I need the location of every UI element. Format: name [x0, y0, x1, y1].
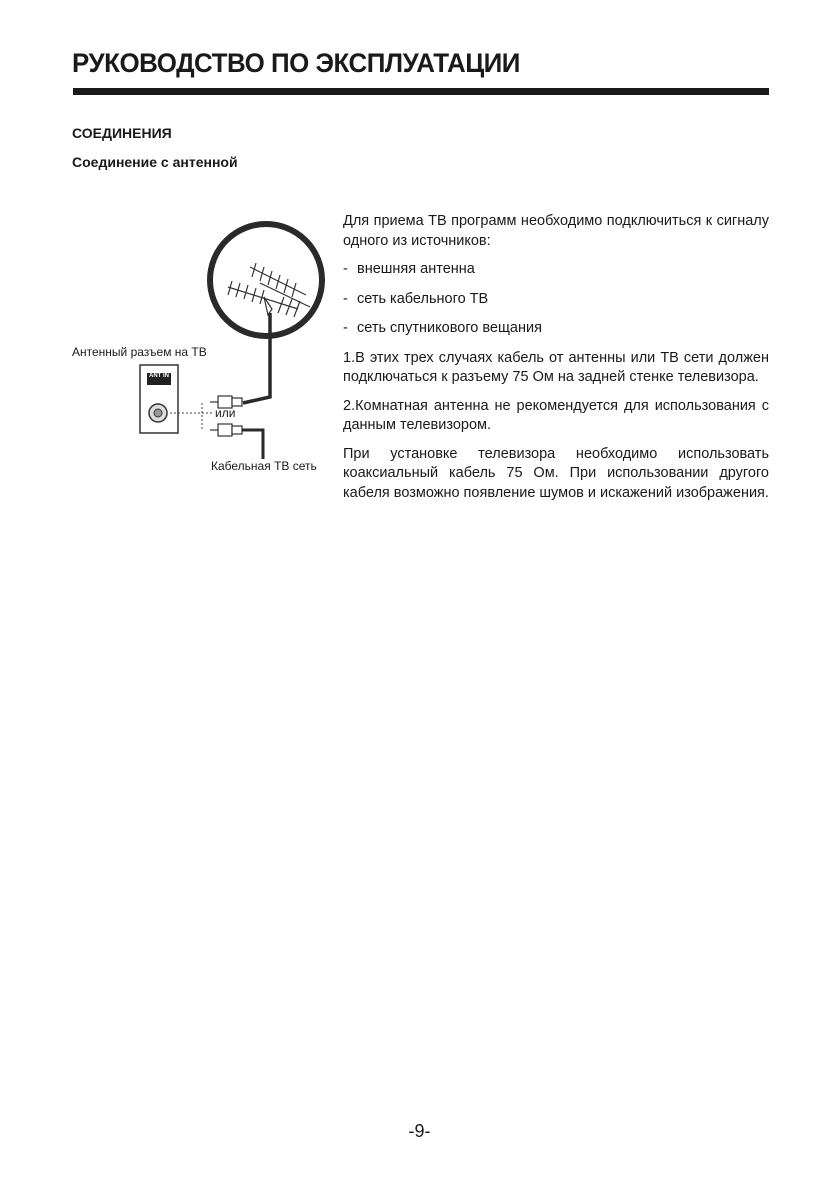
source-item: внешняя антенна — [357, 261, 475, 277]
note-3: При установке телевизора необходимо использовать коаксиальный кабель 75 Ом. При использовании другого кабеля возможно появление шумов и искажений изображения. — [343, 445, 769, 501]
body-text — [343, 212, 769, 512]
title-divider — [73, 88, 769, 95]
note-1: 1.В этих трех случаях кабель от антенны или ТВ сети должен подключаться к разъему 75 Ом на задней стенке телевизора. — [343, 349, 769, 385]
coax-plug-lower — [210, 424, 242, 436]
source-item: сеть спутникового вещания — [357, 320, 542, 336]
note-2: 2.Комнатная антенна не рекомендуется для использования с данным телевизором. — [343, 397, 769, 433]
list-item: - сеть спутникового вещания — [343, 320, 542, 336]
section-title: СОЕДИНЕНИЯ — [72, 125, 172, 141]
antenna-circle — [210, 224, 322, 336]
cable-tv-line — [242, 430, 263, 459]
or-label: или — [215, 406, 236, 420]
list-item: - внешняя антенна — [343, 261, 475, 277]
list-item: - сеть кабельного ТВ — [343, 290, 489, 307]
source-item: сеть кабельного ТВ — [357, 290, 489, 307]
tv-jack-label: Антенный разъем на ТВ — [72, 345, 207, 359]
jack-badge: ANT IN — [149, 373, 169, 379]
cable-tv-label: Кабельная ТВ сеть — [211, 459, 317, 473]
page-number: -9- — [408, 1121, 431, 1141]
subsection-title: Соединение с антенной — [72, 154, 238, 170]
antenna-connection-diagram — [60, 215, 330, 480]
page-title: РУКОВОДСТВО ПО ЭКСПЛУАТАЦИИ — [72, 48, 520, 78]
intro-paragraph: Для приема ТВ программ необходимо подключиться к сигналу одного из источников: — [343, 213, 769, 249]
